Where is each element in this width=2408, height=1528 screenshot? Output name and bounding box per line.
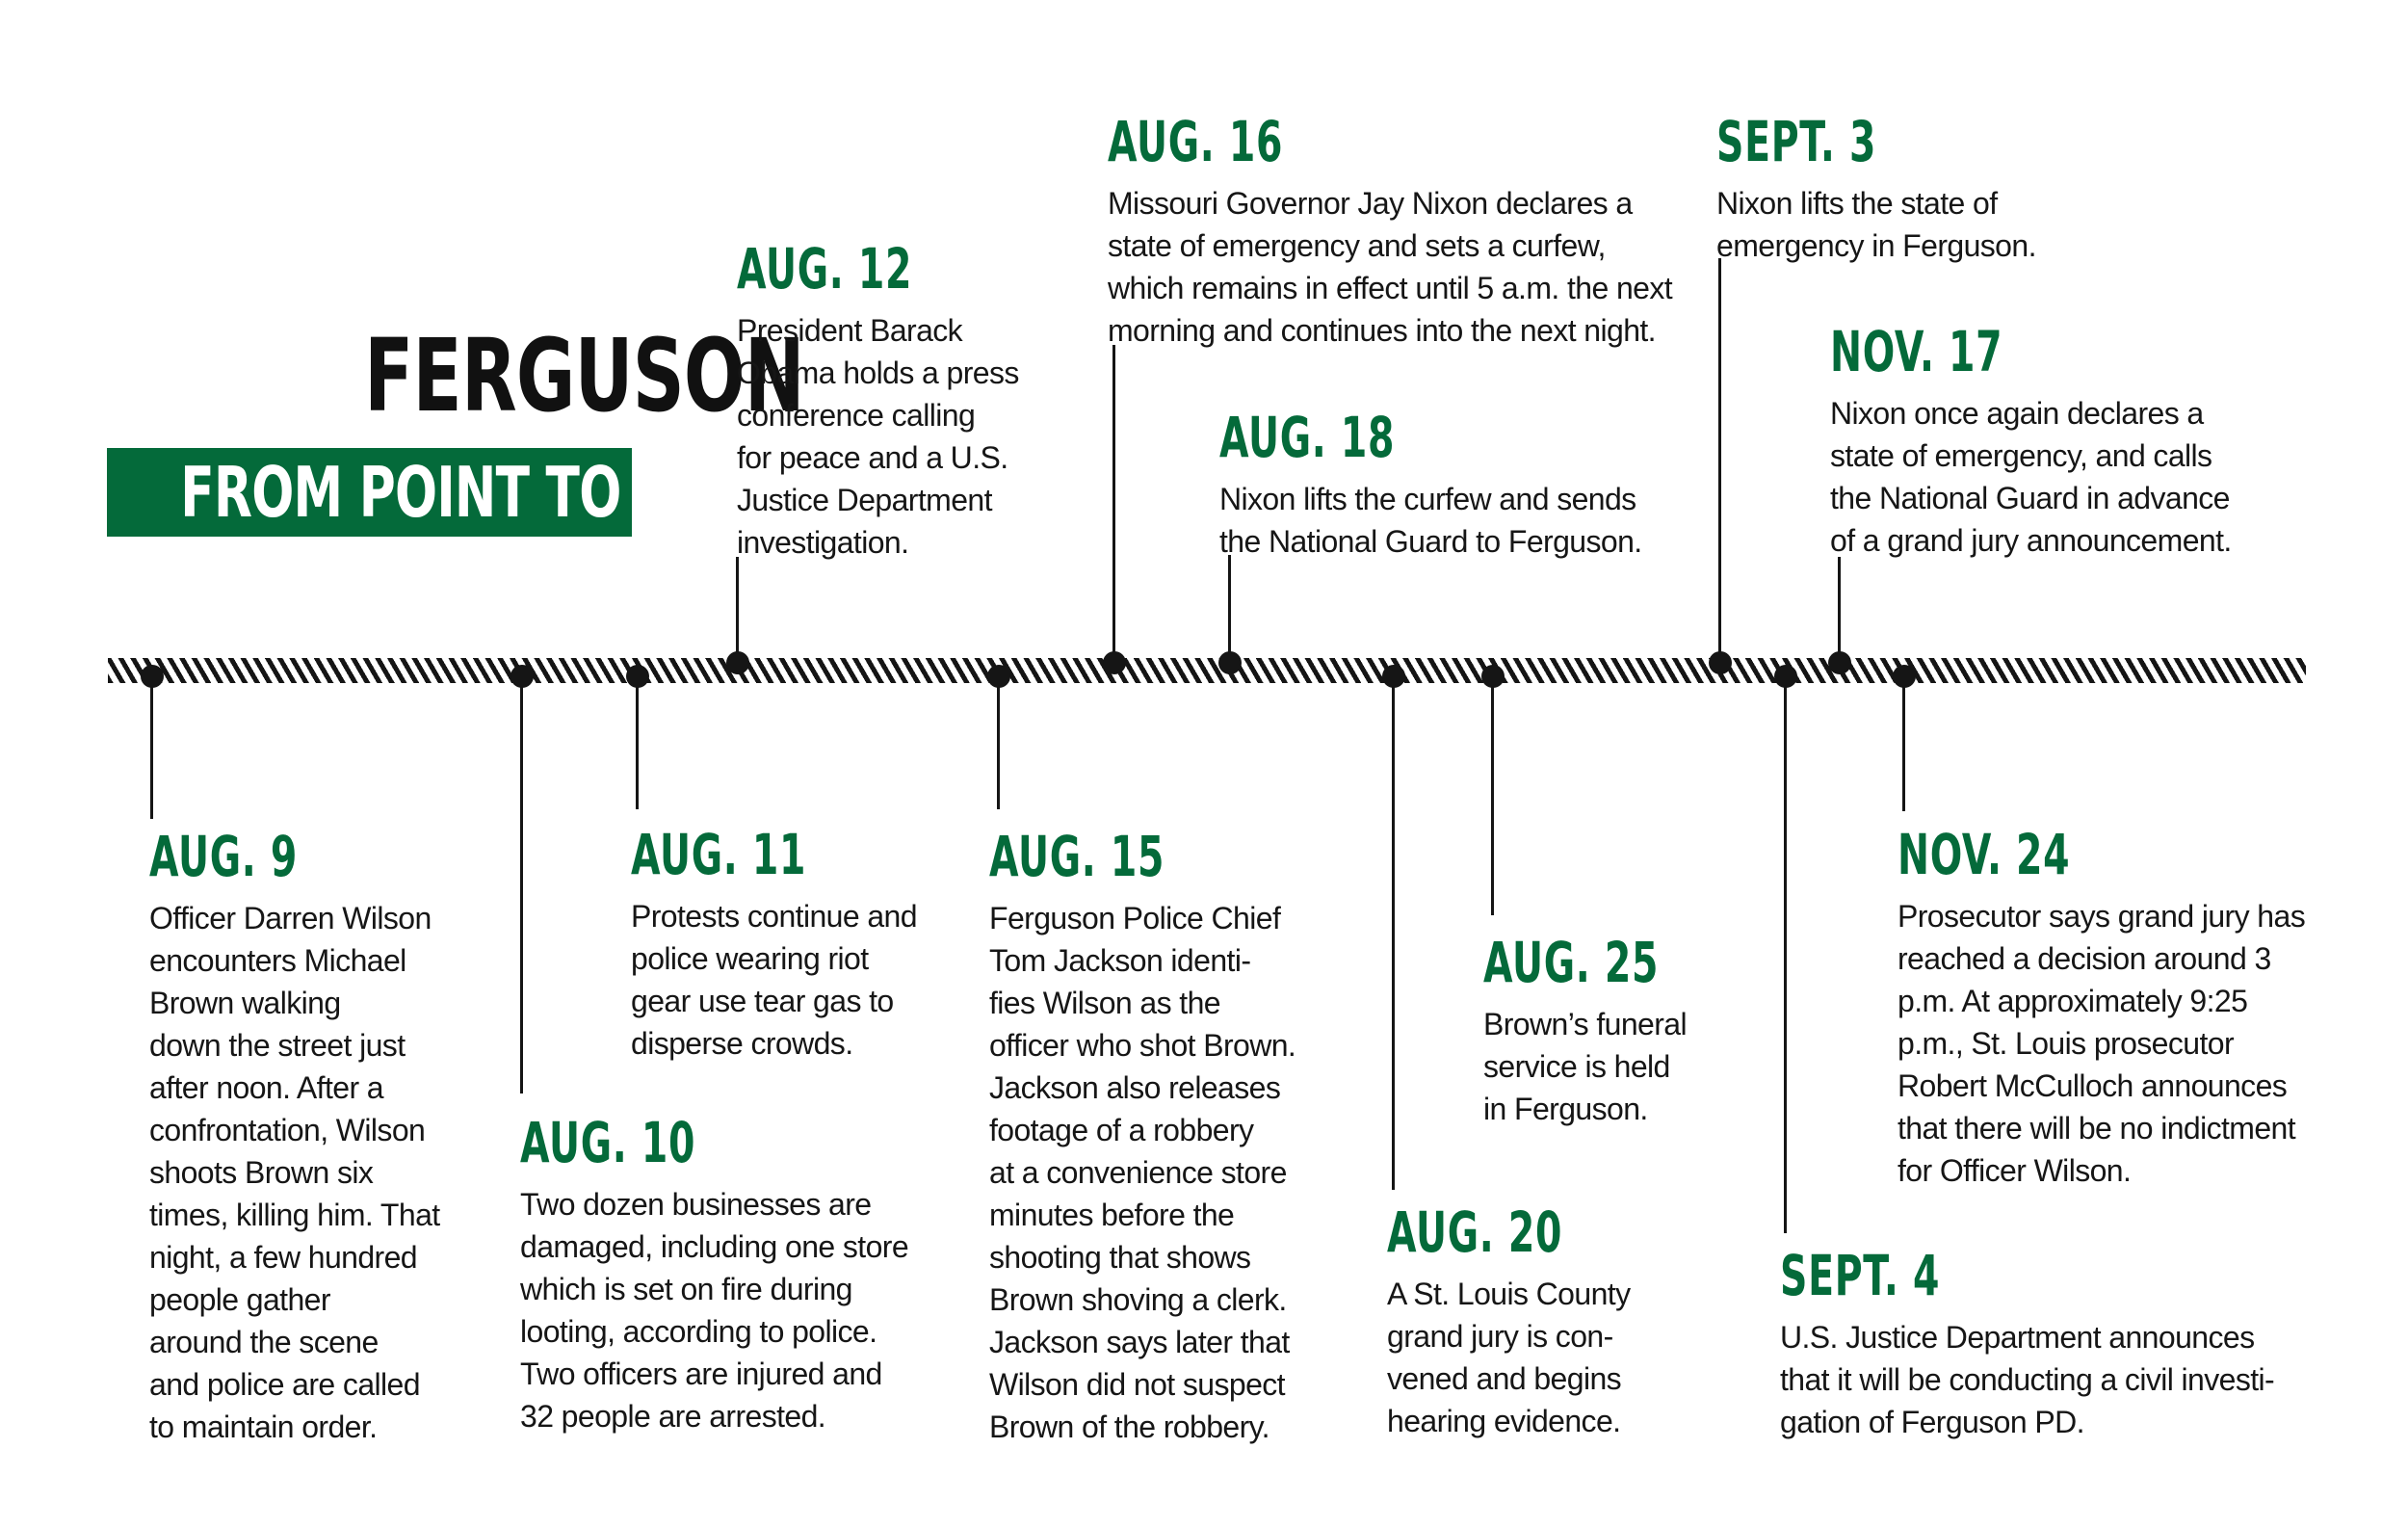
page-subtitle: FROM POINT TO POINT — [180, 452, 808, 533]
subtitle-banner — [107, 448, 808, 537]
event-sept-3 — [1716, 109, 2036, 267]
marker-sept-4 — [1774, 665, 1797, 688]
event-date: AUG. 16 — [1108, 109, 1284, 174]
stem-aug-16 — [1112, 345, 1115, 663]
event-description: Brown’s funeral service is held in Ferguson. — [1483, 1007, 1687, 1126]
event-aug-18 — [1219, 405, 1642, 563]
event-description: Nixon lifts the curfew and sends the National Guard to Ferguson. — [1219, 482, 1642, 559]
page-title: FERGUSON — [364, 317, 804, 435]
marker-aug-20 — [1382, 665, 1405, 688]
stem-aug-15 — [997, 674, 1000, 809]
event-description: Ferguson Police Chief Tom Jackson identi- fies Wilson as the officer who shot Brown. Jackson also releases footage of a robbery at a convenience store minutes before the shooting that shows Brown shoving a clerk. Jackson says later that Wilson did not suspect Brown of the robbery. — [989, 901, 1296, 1444]
stem-aug-25 — [1491, 674, 1494, 915]
event-description: Missouri Governor Jay Nixon declares a state of emergency and sets a curfew, which remains in effect until 5 a.m. the next morning and continues into the next night. — [1108, 186, 1673, 348]
event-aug-16 — [1108, 109, 1673, 352]
stem-aug-18 — [1228, 555, 1231, 663]
event-nov-24 — [1898, 822, 2306, 1192]
event-date: AUG. 15 — [989, 824, 1165, 889]
event-description: Protests continue and police wearing riot gear use tear gas to disperse crowds. — [631, 899, 917, 1061]
marker-sept-3 — [1709, 651, 1732, 674]
event-date: NOV. 17 — [1830, 319, 2003, 384]
event-aug-15 — [989, 824, 1296, 1448]
event-date: AUG. 25 — [1483, 930, 1660, 995]
marker-aug-9 — [141, 665, 164, 688]
event-nov-17 — [1830, 319, 2232, 562]
stem-sept-3 — [1718, 258, 1721, 663]
stem-nov-24 — [1902, 674, 1905, 811]
stem-aug-9 — [150, 674, 153, 819]
event-aug-11 — [631, 822, 917, 1065]
stem-sept-4 — [1784, 674, 1787, 1233]
event-description: President Barack Obama holds a press conference calling for peace and a U.S. Justice Department investigation. — [737, 313, 1019, 560]
event-description: Prosecutor says grand jury has reached a decision around 3 p.m. At approximately 9:25 p.m., St. Louis prosecutor Robert McCulloch announces that there will be no indictment for Officer Wilson. — [1898, 899, 2306, 1188]
event-aug-25 — [1483, 930, 1741, 1130]
event-date: SEPT. 4 — [1780, 1243, 1941, 1308]
marker-aug-10 — [510, 665, 534, 688]
event-aug-12 — [737, 236, 1019, 564]
marker-aug-18 — [1218, 651, 1242, 674]
timeline-axis — [108, 658, 2306, 683]
event-aug-9 — [149, 824, 440, 1448]
event-date: AUG. 9 — [149, 824, 298, 889]
event-date: AUG. 20 — [1387, 1199, 1563, 1265]
event-date: NOV. 24 — [1898, 822, 2071, 887]
marker-aug-15 — [987, 665, 1010, 688]
marker-nov-24 — [1893, 665, 1916, 688]
marker-aug-12 — [726, 651, 749, 674]
marker-aug-25 — [1481, 665, 1505, 688]
event-aug-10 — [520, 1110, 909, 1437]
event-description: Two dozen businesses are damaged, including one store which is set on fire during looting, according to police. Two officers are injured and 32 people are arrested. — [520, 1187, 909, 1434]
event-description: A St. Louis County grand jury is con- vened and begins hearing evidence. — [1387, 1277, 1631, 1438]
stem-nov-17 — [1838, 557, 1841, 663]
event-date: AUG. 18 — [1219, 405, 1396, 470]
stem-aug-20 — [1392, 674, 1395, 1190]
marker-nov-17 — [1828, 651, 1851, 674]
event-date: AUG. 10 — [520, 1110, 696, 1175]
stem-aug-10 — [520, 674, 523, 1093]
event-date: AUG. 12 — [737, 236, 913, 302]
event-description: U.S. Justice Department announces that it will be conducting a civil investi- gation of Ferguson PD. — [1780, 1320, 2275, 1439]
stem-aug-12 — [736, 557, 739, 663]
marker-aug-11 — [626, 665, 649, 688]
event-aug-20 — [1387, 1199, 1645, 1442]
stem-aug-11 — [636, 674, 639, 809]
marker-aug-16 — [1103, 651, 1126, 674]
event-date: SEPT. 3 — [1716, 109, 1877, 174]
event-date: AUG. 11 — [631, 822, 807, 887]
event-sept-4 — [1780, 1243, 2275, 1443]
event-description: Nixon once again declares a state of emergency, and calls the National Guard in advance of a grand jury announcement. — [1830, 396, 2232, 558]
event-description: Officer Darren Wilson encounters Michael Brown walking down the street just after noon. After a confrontation, Wilson shoots Brown six times, killing him. That night, a few hundred people gather around the scene and police are called to maintain order. — [149, 901, 440, 1444]
event-description: Nixon lifts the state of emergency in Ferguson. — [1716, 186, 2036, 263]
